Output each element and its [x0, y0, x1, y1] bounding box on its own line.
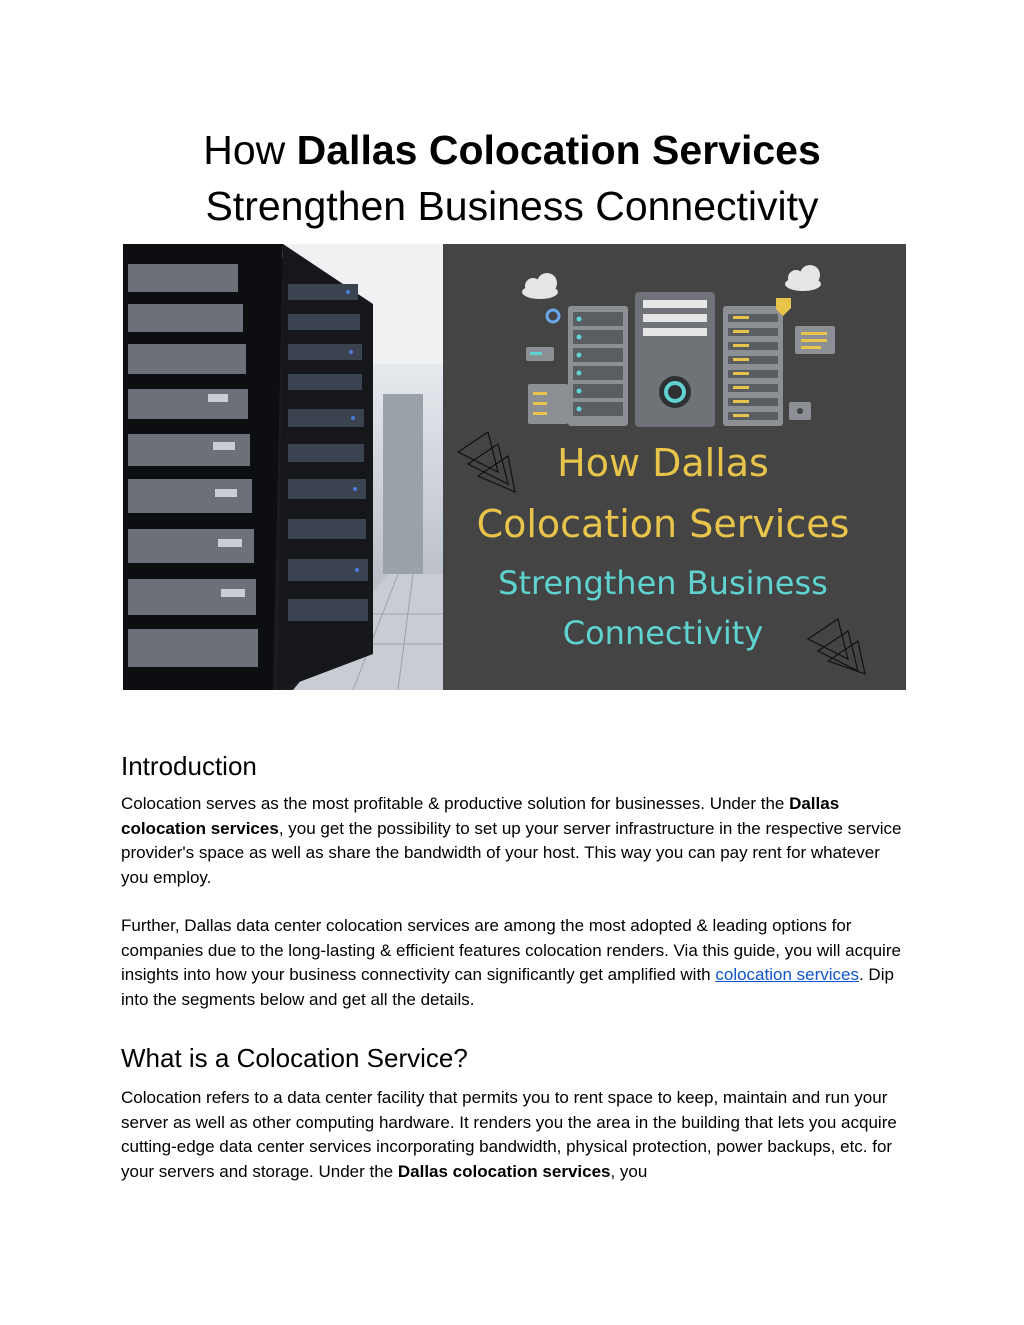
- intro-p2-text-a: Further, Dallas data center colocation services are among the most adopted & leading options for companies due to the long-lasting & efficient features colocation renders. Via this guide, you will acquire insights into how your business connectivity can significantly get amplified with: [121, 916, 901, 984]
- intro-heading: Introduction: [121, 751, 257, 781]
- hero-image: [123, 244, 906, 690]
- intro-p1-text-a: Colocation serves as the most profitable & productive solution for businesses. Under the: [121, 794, 790, 813]
- title-bold: Dallas Colocation Services: [296, 127, 821, 173]
- colocation-services-link[interactable]: colocation services: [715, 965, 859, 984]
- server-room-photo: [123, 244, 443, 690]
- hero-graphic-panel: [443, 244, 906, 690]
- what-section: [121, 1042, 911, 1184]
- title-line2: Strengthen Business Connectivity: [205, 183, 819, 229]
- title-prefix: How: [203, 127, 297, 173]
- what-heading: What is a Colocation Service?: [121, 1043, 468, 1073]
- intro-paragraph-1: [121, 792, 911, 890]
- what-paragraph-1: [121, 1086, 911, 1184]
- hero-line2: Colocation Services: [476, 502, 850, 546]
- hero-graphic: [123, 244, 906, 690]
- what-p1-text-b: , you: [610, 1161, 648, 1181]
- intro-section: [121, 750, 911, 1012]
- intro-paragraph-2: [121, 914, 911, 1012]
- what-p1-bold: Dallas colocation services: [397, 1161, 611, 1181]
- server-rack-icon-2: [723, 306, 783, 426]
- hero-line4: Connectivity: [562, 614, 764, 652]
- page-title: [0, 122, 1024, 234]
- what-p1-text-a: Colocation refers to a data center facility that permits you to rent space to keep, maintain and run your server as well as other computing hardware. It renders you the area in the building that lets you acquire cutting-edge data center services incorporating bandwidth, physical protection, power backups, etc. for your servers and storage. Under the: [121, 1088, 897, 1181]
- intro-p1-bold: Dallas colocation services: [121, 794, 840, 838]
- server-case-icon: [635, 292, 715, 427]
- server-rack-icon: [568, 306, 628, 426]
- hero-line1: How Dallas: [557, 441, 769, 485]
- hero-line3: Strengthen Business: [498, 564, 828, 602]
- intro-p1-text-b: , you get the possibility to set up your server infrastructure in the respective service provider's space as well as share the bandwidth of your host. This way you can pay rent for whatever you employ.: [121, 818, 902, 887]
- intro-p2-text-b: . Dip into the segments below and get all the details.: [121, 965, 894, 1009]
